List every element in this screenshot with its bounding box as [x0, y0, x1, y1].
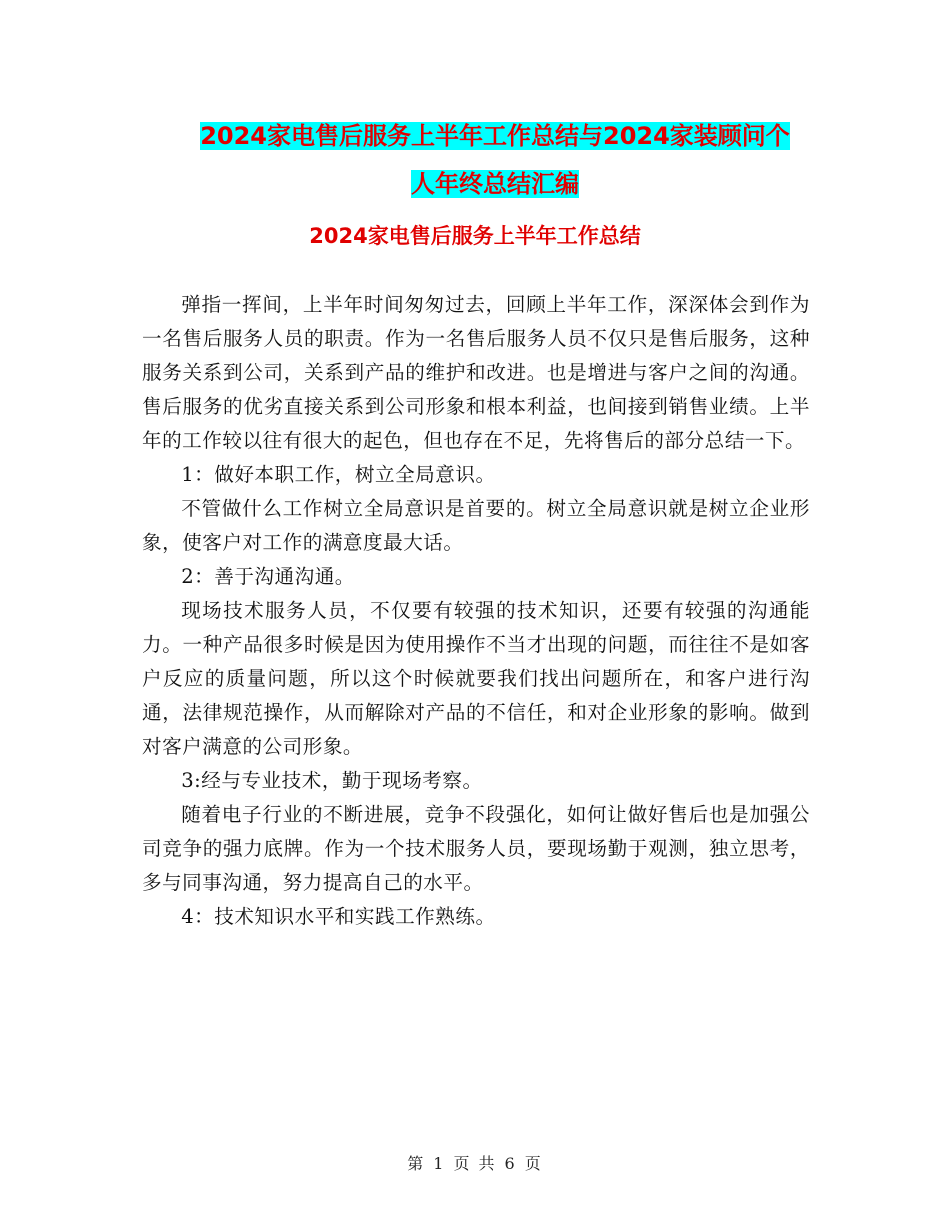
- footer-prefix: 第: [407, 1154, 426, 1173]
- footer-page-number: 1: [433, 1154, 446, 1173]
- footer-suffix: 页: [524, 1154, 543, 1173]
- document-title-line2: 人年终总结汇编: [411, 170, 579, 198]
- paragraph-heading-2: 2：善于沟通沟通。: [181, 565, 355, 588]
- paragraph-2: 现场技术服务人员，不仅要有较强的技术知识，还要有较强的沟通能力。一种产品很多时候是因为使用操作不当才出现的问题，而往往不是如客户反应的质量问题，所以这个时候就要我们找出问题所在，和客户进行沟通，法律规范操作，从而解除对产品的不信任，和对企业形象的影响。做到对客户满意的公司形象。: [142, 599, 810, 758]
- paragraph-3: 随着电子行业的不断进展，竞争不段强化，如何让做好售后也是加强公司竞争的强力底牌。作为一个技术服务人员，要现场勤于观测，独立思考，多与同事沟通，努力提高自己的水平。: [142, 803, 810, 894]
- paragraph-heading-4: 4：技术知识水平和实践工作熟练。: [181, 905, 496, 928]
- paragraph-intro: 弹指一挥间，上半年时间匆匆过去，回顾上半年工作，深深体会到作为一名售后服务人员的职责。作为一名售后服务人员不仅只是售后服务，这种服务关系到公司，关系到产品的维护和改进。也是增进与客户之间的沟通。售后服务的优劣直接关系到公司形象和根本利益，也间接到销售业绩。上半年的工作较以往有很大的起色，但也存在不足，先将售后的部分总结一下。: [142, 293, 810, 452]
- page-footer: [0, 1152, 950, 1176]
- footer-total-pages: 6: [504, 1154, 517, 1173]
- document-title: [140, 112, 850, 208]
- document-title-line1: 2024家电售后服务上半年工作总结与2024家装顾问个: [200, 122, 790, 150]
- footer-middle: 页 共: [453, 1154, 497, 1173]
- paragraph-1: 不管做什么工作树立全局意识是首要的。树立全局意识就是树立企业形象，使客户对工作的满意度最大话。: [142, 497, 810, 554]
- paragraph-heading-1: 1：做好本职工作，树立全局意识。: [181, 463, 496, 486]
- paragraph-heading-3: 3:经与专业技术，勤于现场考察。: [181, 769, 483, 792]
- document-body: [142, 288, 810, 934]
- section-title: 2024家电售后服务上半年工作总结: [309, 224, 641, 248]
